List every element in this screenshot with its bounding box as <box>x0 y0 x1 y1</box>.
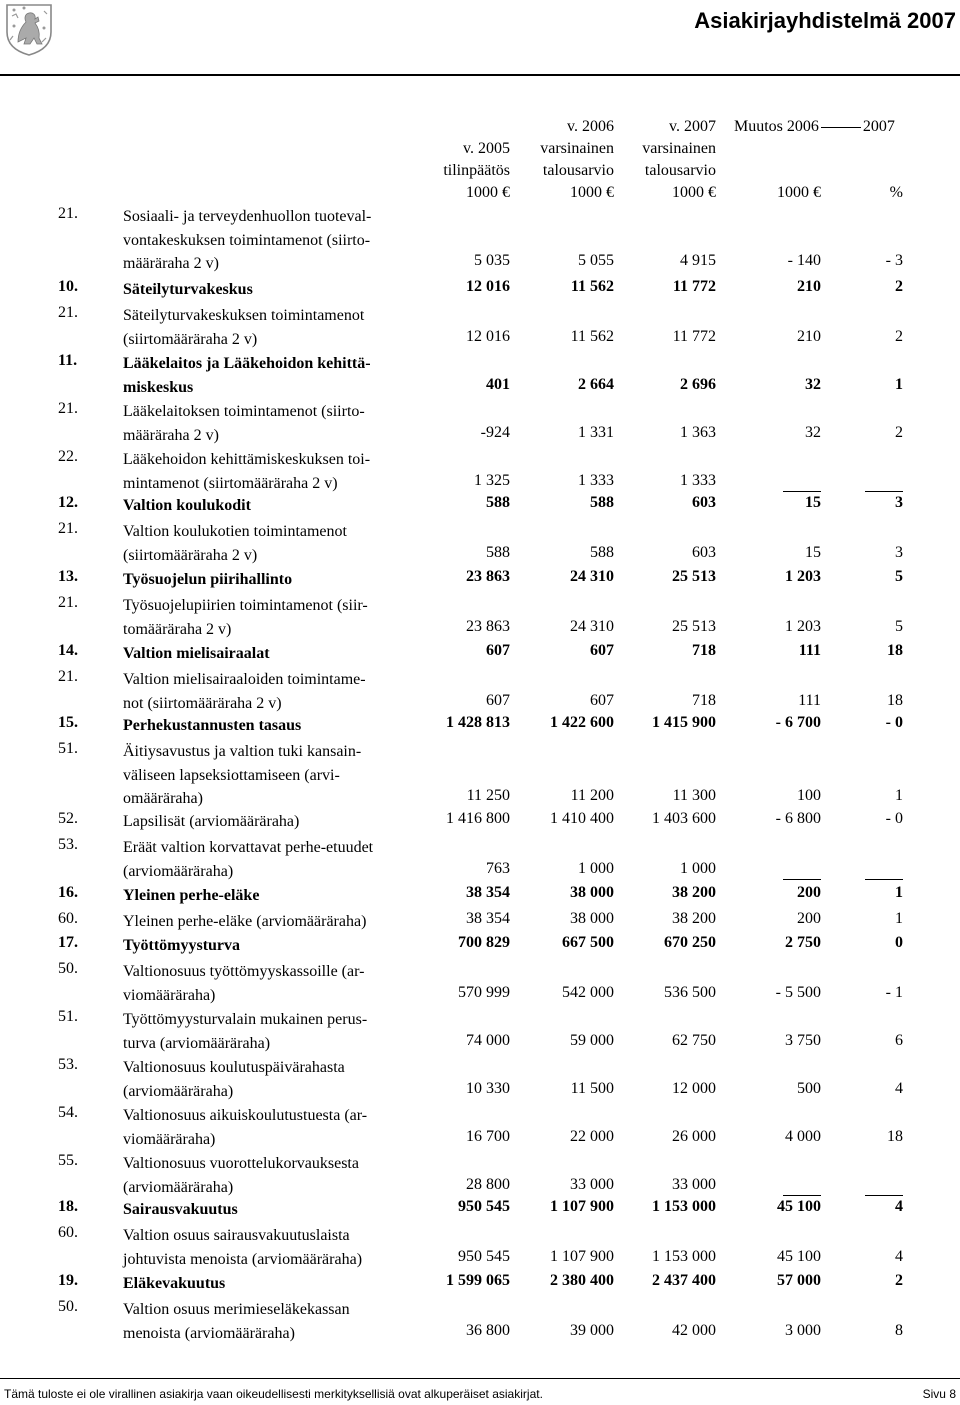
cell-v2005: 588 <box>486 543 510 561</box>
row-number: 54. <box>58 1104 78 1121</box>
row-number: 13. <box>58 568 78 585</box>
cell-v2006: 2 664 <box>578 375 614 393</box>
cell-v2007: 1 153 000 <box>652 1247 716 1265</box>
cell-v2007: 11 300 <box>672 787 716 804</box>
cell-chg: 500 <box>797 1079 821 1097</box>
cell-chg: 45 100 <box>777 1198 821 1215</box>
cell-v2006: 1 107 900 <box>550 1198 614 1215</box>
cell-chg: 3 000 <box>785 1321 821 1339</box>
cell-chg: - 6 700 <box>775 714 821 731</box>
cell-v2006: 1 107 900 <box>550 1247 614 1265</box>
row-number: 55. <box>58 1152 78 1169</box>
row-name: Perhekustannusten tasaus <box>123 717 302 734</box>
cell-v2005: 763 <box>486 859 510 877</box>
row-name: Lääkehoidon kehittämiskeskuksen toi- mintamenot (siirtomääräraha 2 v) <box>123 451 371 492</box>
cell-chg: 32 <box>805 423 821 441</box>
row-number: 10. <box>58 278 78 295</box>
cell-v2007: 718 <box>692 642 716 659</box>
cell-v2007: 536 500 <box>664 983 716 1001</box>
row-name: Sosiaali- ja terveydenhuollon tuoteval- vontakeskuksen toimintamenot (siirto- määräraha 2 v) <box>123 208 372 272</box>
row-name: Eräät valtion korvattavat perhe-etuudet (arviomääräraha) <box>123 839 374 880</box>
row-number: 53. <box>58 836 78 853</box>
row-number: 11. <box>58 352 78 369</box>
cell-pct: 2 <box>895 327 903 345</box>
cell-v2007: 26 000 <box>672 1127 716 1145</box>
cell-v2005: 950 545 <box>458 1247 510 1265</box>
cell-v2005: 74 000 <box>466 1031 510 1049</box>
row-number: 60. <box>58 910 78 927</box>
cell-chg: 1 203 <box>785 568 821 585</box>
cell-chg: 200 <box>797 884 821 901</box>
cell-v2005: 5 035 <box>474 252 510 269</box>
cell-chg: 45 100 <box>777 1247 821 1265</box>
cell-v2007: 1 403 600 <box>652 810 716 827</box>
cell-pct: 1 <box>895 375 903 393</box>
coat-of-arms-icon <box>4 2 54 56</box>
row-name: Sairausvakuutus <box>123 1201 238 1218</box>
cell-v2005: 607 <box>486 691 510 709</box>
cell-v2007: 25 513 <box>672 617 716 635</box>
cell-chg: 32 <box>805 375 821 393</box>
column-header-2006: v. 2006 varsinainen talousarvio 1000 € <box>540 118 614 201</box>
cell-v2006: 1 410 400 <box>550 810 614 827</box>
row-number: 22. <box>58 448 78 465</box>
cell-chg: 100 <box>797 787 821 804</box>
row-number: 50. <box>58 1298 78 1315</box>
cell-pct: 4 <box>895 1079 903 1097</box>
cell-v2006: 33 000 <box>570 1175 614 1193</box>
cell-pct: 5 <box>895 617 903 635</box>
cell-v2007: 1 363 <box>680 423 716 441</box>
cell-pct: 2 <box>895 278 903 295</box>
cell-pct: 18 <box>887 642 903 659</box>
cell-v2005: 36 800 <box>466 1321 510 1339</box>
cell-chg: 111 <box>798 691 821 709</box>
cell-v2005: 570 999 <box>458 983 510 1001</box>
row-number: 21. <box>58 304 78 321</box>
cell-v2006: 1 422 600 <box>550 714 614 731</box>
row-name: Työttömyysturvalain mukainen perus- turva (arviomääräraha) <box>123 1011 368 1052</box>
row-name: Valtion mielisairaalat <box>123 645 270 662</box>
row-name: Yleinen perhe-eläke <box>123 887 260 904</box>
cell-v2005: 607 <box>486 642 510 659</box>
cell-v2005: 11 250 <box>466 787 510 804</box>
cell-pct: 3 <box>895 543 903 561</box>
cell-chg: 3 750 <box>785 1031 821 1049</box>
cell-v2005: 1 325 <box>474 471 510 489</box>
cell-v2006: 24 310 <box>570 617 614 635</box>
cell-v2007: 11 772 <box>672 327 716 345</box>
cell-v2005: 1 599 065 <box>446 1272 510 1289</box>
cell-v2006: 5 055 <box>578 252 614 269</box>
cell-v2007: 670 250 <box>664 934 716 951</box>
cell-v2005: 700 829 <box>458 934 510 951</box>
cell-v2005: 401 <box>486 375 510 393</box>
cell-pct: 8 <box>895 1321 903 1339</box>
row-name: Työsuojelun piirihallinto <box>123 571 293 588</box>
cell-v2005: 12 016 <box>466 327 510 345</box>
empty-value-dash <box>783 491 821 492</box>
row-name: Työttömyysturva <box>123 937 241 954</box>
cell-v2005: 950 545 <box>458 1198 510 1215</box>
cell-v2007: 1 000 <box>680 859 716 877</box>
cell-pct: 1 <box>895 910 903 927</box>
row-name: Valtionosuus vuorottelukorvauksesta (arviomääräraha) <box>123 1155 359 1196</box>
cell-chg: 1 203 <box>785 617 821 635</box>
cell-pct: 1 <box>895 787 903 804</box>
cell-v2007: 718 <box>692 691 716 709</box>
empty-value-dash <box>783 1195 821 1196</box>
cell-chg: 210 <box>797 278 821 295</box>
empty-value-dash <box>865 1195 903 1196</box>
row-number: 21. <box>58 400 78 417</box>
row-number: 51. <box>58 1008 78 1025</box>
row-name: Valtion koulukodit <box>123 497 251 514</box>
cell-v2006: 588 <box>590 543 614 561</box>
cell-v2005: 23 863 <box>466 617 510 635</box>
cell-v2007: 62 750 <box>672 1031 716 1049</box>
cell-v2006: 39 000 <box>570 1321 614 1339</box>
cell-v2006: 38 000 <box>570 910 614 927</box>
cell-pct: 2 <box>895 423 903 441</box>
cell-pct: 4 <box>895 1247 903 1265</box>
cell-v2006: 607 <box>590 642 614 659</box>
cell-v2005: 1 428 813 <box>446 714 510 731</box>
row-name: Yleinen perhe-eläke (arviomääräraha) <box>123 913 367 930</box>
cell-chg: 15 <box>805 494 821 511</box>
footer-divider <box>0 1378 960 1379</box>
footer-disclaimer: Tämä tuloste ei ole virallinen asiakirja vaan oikeudellisesti merkityksellisiä ovat alkuperäiset asiakirjat. <box>4 1387 543 1401</box>
cell-v2007: 42 000 <box>672 1321 716 1339</box>
cell-v2007: 1 415 900 <box>652 714 716 731</box>
cell-v2007: 38 200 <box>672 884 716 901</box>
cell-v2007: 2 696 <box>680 375 716 393</box>
cell-v2005: 1 416 800 <box>446 810 510 827</box>
cell-v2007: 12 000 <box>672 1079 716 1097</box>
cell-v2007: 1 153 000 <box>652 1198 716 1215</box>
cell-v2007: 25 513 <box>672 568 716 585</box>
cell-chg: 4 000 <box>785 1127 821 1145</box>
row-name: Lapsilisät (arviomääräraha) <box>123 813 300 830</box>
cell-v2006: 1 333 <box>578 471 614 489</box>
cell-v2005: 38 354 <box>466 884 510 901</box>
cell-v2005: 16 700 <box>466 1127 510 1145</box>
cell-v2005: 23 863 <box>466 568 510 585</box>
cell-v2005: 12 016 <box>466 278 510 295</box>
row-number: 50. <box>58 960 78 977</box>
row-name: Valtion mielisairaaloiden toimintame- not (siirtomääräraha 2 v) <box>123 671 366 712</box>
cell-v2006: 11 562 <box>570 327 614 345</box>
cell-v2006: 542 000 <box>562 983 614 1001</box>
cell-pct: - 3 <box>885 252 903 269</box>
cell-v2005: 10 330 <box>466 1079 510 1097</box>
cell-pct: 2 <box>895 1272 903 1289</box>
cell-v2007: 2 437 400 <box>652 1272 716 1289</box>
row-name: Työsuojelupiirien toimintamenot (siir- tomääräraha 2 v) <box>123 597 368 638</box>
page-number: Sivu 8 <box>922 1387 956 1401</box>
cell-chg: - 140 <box>787 252 821 269</box>
cell-v2006: 38 000 <box>570 884 614 901</box>
cell-chg: 111 <box>798 642 821 659</box>
row-number: 18. <box>58 1198 78 1215</box>
column-header-2007: v. 2007 varsinainen talousarvio 1000 € <box>642 118 716 201</box>
row-number: 21. <box>58 668 78 685</box>
cell-pct: 18 <box>887 1127 903 1145</box>
row-name: Eläkevakuutus <box>123 1275 226 1292</box>
cell-pct: 1 <box>895 884 903 901</box>
cell-v2007: 11 772 <box>672 278 716 295</box>
row-name: Säteilyturvakeskus <box>123 281 253 298</box>
row-name: Valtionosuus koulutuspäivärahasta (arviomääräraha) <box>123 1059 345 1100</box>
row-number: 19. <box>58 1272 78 1289</box>
row-name: Valtionosuus aikuiskoulutustuesta (ar- viomääräraha) <box>123 1107 368 1148</box>
cell-v2005: 38 354 <box>466 910 510 927</box>
cell-chg: 15 <box>805 543 821 561</box>
cell-chg: - 5 500 <box>775 983 821 1001</box>
cell-chg: 210 <box>797 327 821 345</box>
row-number: 12. <box>58 494 78 511</box>
cell-v2006: 59 000 <box>570 1031 614 1049</box>
cell-pct: 6 <box>895 1031 903 1049</box>
cell-pct: - 0 <box>885 810 903 827</box>
row-number: 17. <box>58 934 78 951</box>
row-name: Valtion osuus sairausvakuutuslaista johtuvista menoista (arviomääräraha) <box>123 1227 363 1268</box>
column-header-change-unit: 1000 € <box>777 184 821 201</box>
cell-chg: 57 000 <box>777 1272 821 1289</box>
cell-chg: - 6 800 <box>775 810 821 827</box>
cell-v2005: 588 <box>486 494 510 511</box>
row-number: 60. <box>58 1224 78 1241</box>
cell-pct: 5 <box>895 568 903 585</box>
row-number: 16. <box>58 884 78 901</box>
cell-v2007: 33 000 <box>672 1175 716 1193</box>
cell-v2006: 588 <box>590 494 614 511</box>
cell-pct: 4 <box>895 1198 903 1215</box>
row-name: Säteilyturvakeskuksen toimintamenot (siirtomääräraha 2 v) <box>123 307 365 348</box>
row-name: Valtion koulukotien toimintamenot (siirtomääräraha 2 v) <box>123 523 347 564</box>
cell-v2006: 24 310 <box>570 568 614 585</box>
cell-v2007: 1 333 <box>680 471 716 489</box>
cell-v2006: 11 562 <box>570 278 614 295</box>
row-number: 15. <box>58 714 78 731</box>
document-title: Asiakirjayhdistelmä 2007 <box>694 8 956 33</box>
cell-v2006: 667 500 <box>562 934 614 951</box>
row-number: 52. <box>58 810 78 827</box>
cell-v2007: 4 915 <box>680 252 716 269</box>
row-number: 51. <box>58 740 78 757</box>
empty-value-dash <box>783 879 821 880</box>
row-name: Valtionosuus työttömyyskassoille (ar- viomääräraha) <box>123 963 365 1004</box>
empty-value-dash <box>865 491 903 492</box>
cell-chg: 200 <box>797 910 821 927</box>
cell-v2005: -924 <box>480 423 510 441</box>
cell-v2006: 2 380 400 <box>550 1272 614 1289</box>
row-name: Lääkelaitoksen toimintamenot (siirto- määräraha 2 v) <box>123 403 365 444</box>
empty-value-dash <box>865 879 903 880</box>
column-header-2005: v. 2005 tilinpäätös 1000 € <box>443 140 510 201</box>
cell-pct: 18 <box>887 691 903 709</box>
cell-v2007: 603 <box>692 494 716 511</box>
cell-v2006: 11 200 <box>570 787 614 804</box>
cell-pct: 3 <box>895 494 903 511</box>
cell-pct: - 0 <box>885 714 903 731</box>
cell-chg: 2 750 <box>785 934 821 951</box>
row-name: Lääkelaitos ja Lääkehoidon kehittä- miskeskus <box>123 355 371 396</box>
column-header-change: Muutos 2006 2007 <box>734 118 895 135</box>
row-number: 21. <box>58 205 78 222</box>
cell-pct: - 1 <box>885 983 903 1001</box>
row-number: 53. <box>58 1056 78 1073</box>
row-number: 14. <box>58 642 78 659</box>
row-number: 21. <box>58 594 78 611</box>
cell-v2006: 1 331 <box>578 423 614 441</box>
cell-v2006: 11 500 <box>570 1079 614 1097</box>
cell-v2007: 38 200 <box>672 910 716 927</box>
column-header-percent-unit: % <box>889 184 903 201</box>
row-name: Valtion osuus merimieseläkekassan menoista (arviomääräraha) <box>123 1301 350 1342</box>
cell-v2006: 1 000 <box>578 859 614 877</box>
row-name: Äitiysavustus ja valtion tuki kansain- väliseen lapseksiottamiseen (arvi- omääräraha) <box>123 743 362 807</box>
cell-v2007: 603 <box>692 543 716 561</box>
cell-pct: 0 <box>895 934 903 951</box>
row-number: 21. <box>58 520 78 537</box>
cell-v2005: 28 800 <box>466 1175 510 1193</box>
cell-v2006: 22 000 <box>570 1127 614 1145</box>
header-divider <box>0 74 960 76</box>
cell-v2006: 607 <box>590 691 614 709</box>
